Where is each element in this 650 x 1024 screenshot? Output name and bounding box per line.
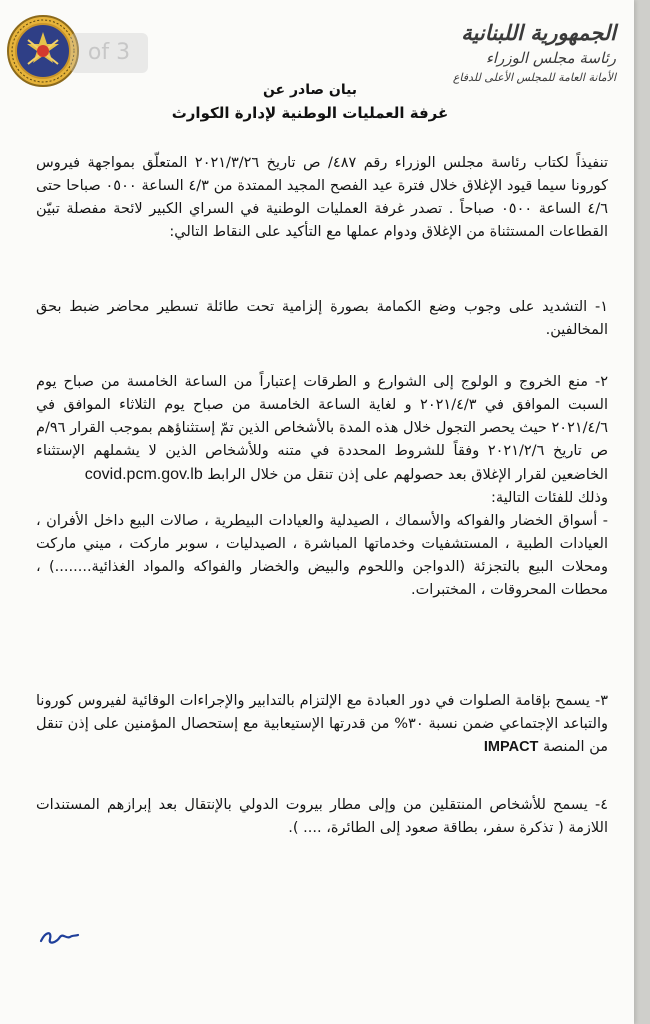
- page-edge: [634, 0, 650, 1024]
- point-2-text: ٢- منع الخروج و الولوج إلى الشوارع و الطرقات إعتباراً من الساعة الخامسة من صباح يوم السبت الموافق في ٢٠٢١/٤/٣ و لغاية الساعة الخامسة من صباح يوم الثلاثاء الموافق في ٢٠٢١/٤/٦ حيث يحصر التجول خلال هذه المدة بالأشخاص الذين تمّ إستثناؤهم بموجب القرار ٩٦/م ص تاريخ ٢٠٢١/٢/٦ وفقاً للشروط المحددة في متنه وللأشخاص الذين لا يشملهم الإستثناء الخاضعين لقرار الإغلاق بعد حصولهم على إذن تنقل من خلال الرابط: [36, 374, 608, 483]
- point-1: ١- التشديد على وجوب وضع الكمامة بصورة إلزامية تحت طائلة تسطير محاضر ضبط بحق المخالفين.: [36, 299, 608, 338]
- covid-permit-link[interactable]: covid.pcm.gov.lb: [84, 466, 203, 483]
- statement-issuer: غرفة العمليات الوطنية لإدارة الكوارث: [171, 104, 449, 122]
- letterhead-secretariat: الأمانة العامة للمجلس الأعلى للدفاع: [452, 71, 616, 84]
- point-2: [36, 371, 608, 602]
- page-counter-overlay: of 3: [70, 33, 148, 73]
- initials-signature-icon: [38, 925, 80, 949]
- point-3: [36, 690, 608, 759]
- impact-platform-name: IMPACT: [483, 739, 539, 755]
- intro-paragraph: تنفيذاً لكتاب رئاسة مجلس الوزراء رقم ٤٨٧/ ص تاريخ ٢٠٢١/٣/٢٦ المتعلّق بمواجهة فيروس كورونا سيما قيود الإغلاق خلال فترة عيد الفصح المجيد الممتدة من ٤/٣ الساعة ٠٥٠٠ صباحا حتى ٤/٦ الساعة ٠٥٠٠ صباحاً . تصدر غرفة العمليات الوطنية في السراي الكبير لائحة مفصلة تبيّن القطاعات المستثناة من الإغلاق ودوام عملها مع التأكيد على النقاط التالي:: [36, 155, 608, 240]
- letterhead-republic: الجمهورية اللبنانية: [461, 20, 616, 45]
- statement-title: بيان صادر عن: [262, 82, 358, 98]
- point-4: ٤- يسمح للأشخاص المنتقلين من وإلى مطار بيروت الدولي بالإنتقال بعد إبرازهم المستندات اللازمة ( تذكرة سفر، بطاقة صعود إلى الطائرة، .... ).: [36, 797, 608, 836]
- point-2-categories-list: - أسواق الخضار والفواكه والأسماك ، الصيدلية والعيادات البيطرية ، صالات البيع داخل الأفران ، العيادات الطبية ، المستشفيات وخدماتها المباشرة ، الصيدليات ، سوبر ماركت ، ميني ماركت ومحلات البيع بالتجزئة (الدواجن واللحوم والبيض والخضار والفواكه والمواد الغذائية........) ، محطات المحروقات ، المختبرات.: [36, 513, 608, 598]
- letterhead: [453, 20, 616, 86]
- letterhead-presidency: رئاسة مجلس الوزراء: [485, 49, 616, 67]
- point-2-categories-label: وذلك للفئات التالية:: [490, 490, 608, 506]
- point-3-text: ٣- يسمح بإقامة الصلوات في دور العبادة مع الإلتزام بالتدابير والإجراءات الوقائية لفيروس كورونا والتباعد الإجتماعي ضمن نسبة ٣٠% من قدرتها الإستيعابية مع إستحصال المؤمنين على إذن تنقل من المنصة: [36, 693, 608, 755]
- official-seal-icon: [6, 14, 80, 88]
